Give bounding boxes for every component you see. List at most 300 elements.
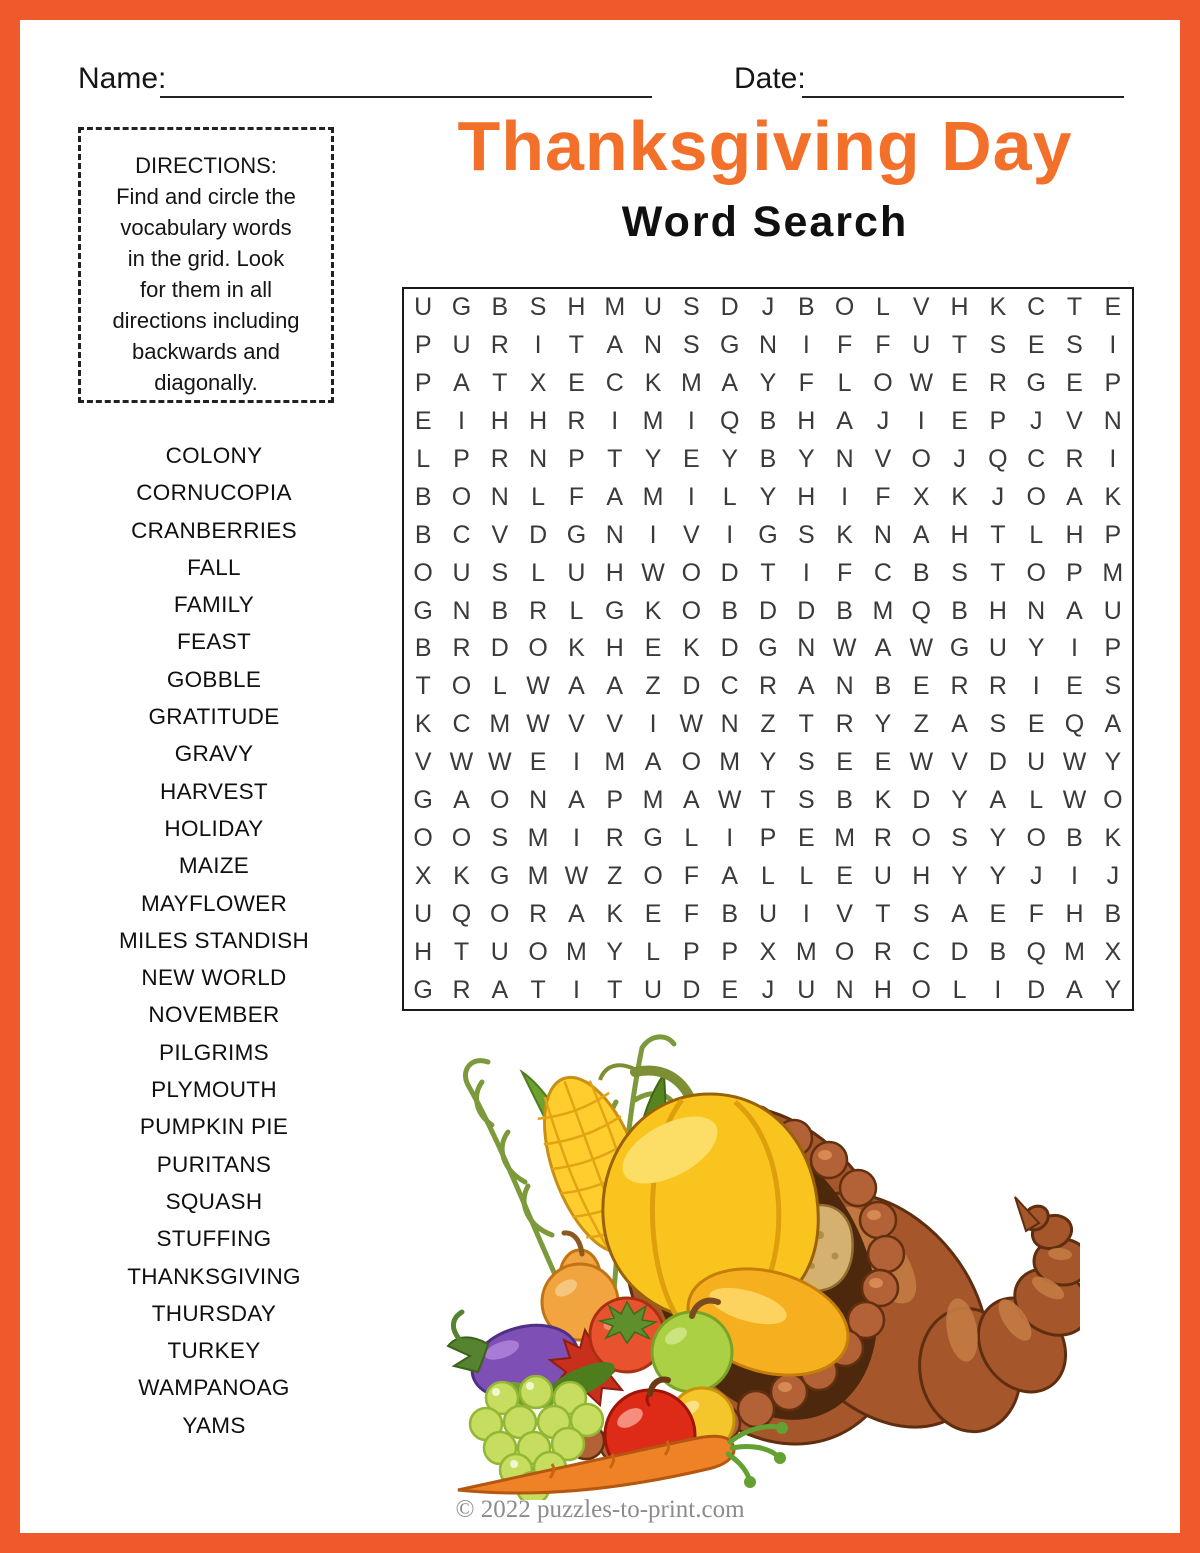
word-list-item: HARVEST (160, 778, 268, 804)
grid-letter: E (1066, 369, 1083, 398)
word-list-item: PUMPKIN PIE (139, 1114, 289, 1140)
word-list-item: GRAVY (174, 741, 254, 767)
grid-letter: W (449, 748, 474, 777)
grid-letter: K (644, 369, 662, 398)
grid-letter: O (528, 937, 548, 966)
grid-letter: B (414, 634, 432, 663)
grid-letter: Y (989, 823, 1007, 852)
grid-letter: H (529, 407, 548, 436)
grid-letter: I (572, 748, 580, 777)
grid-letter: R (490, 445, 509, 474)
grid-letter: N (529, 786, 548, 815)
grid-letter: N (1103, 407, 1122, 436)
grid-letter: I (1071, 861, 1078, 890)
grid-letter: O (834, 937, 855, 966)
grid-letter: D (758, 596, 778, 625)
grid-letter: R (873, 937, 892, 966)
grid-letter: M (1102, 558, 1124, 587)
grid-letter: A (491, 975, 509, 1004)
grid-letter: Y (1027, 634, 1045, 663)
grid-letter: E (797, 823, 815, 852)
word-list-item: SQUASH (165, 1188, 263, 1214)
grid-letter: A (606, 331, 624, 360)
grid-letter: S (1066, 331, 1083, 360)
grid-letter: M (642, 786, 664, 815)
grid-letter: Y (1104, 748, 1122, 777)
directions-line: diagonally. (154, 370, 258, 395)
grid-letter: I (534, 331, 542, 360)
page-title: Thanksgiving Day (457, 107, 1073, 185)
grid-letter: C (452, 520, 471, 549)
grid-letter: B (797, 293, 815, 322)
grid-letter: V (951, 748, 968, 777)
word-list-item: YAMS (182, 1412, 246, 1438)
grid-letter: L (416, 445, 431, 474)
grid-letter: I (687, 482, 695, 511)
grid-letter: Y (759, 482, 777, 511)
grid-letter: L (646, 937, 660, 966)
grid-letter: E (1066, 672, 1083, 701)
grid-letter: S (529, 293, 547, 322)
grid-letter: I (726, 520, 734, 549)
grid-letter: D (682, 975, 701, 1004)
grid-letter: T (453, 937, 470, 966)
grid-letter: C (720, 672, 739, 701)
grid-letter: N (835, 445, 854, 474)
grid-letter: A (606, 672, 624, 701)
grid-letter: P (606, 786, 624, 815)
cornucopia-illustration (430, 1030, 1080, 1500)
grid-letter: U (644, 293, 663, 322)
grid-letter: A (797, 672, 815, 701)
grid-letter: N (490, 482, 509, 511)
grid-letter: U (414, 899, 433, 928)
grid-letter: B (721, 899, 739, 928)
grid-letter: U (452, 331, 471, 360)
grid-letter: P (989, 407, 1007, 436)
grid-letter: A (1066, 596, 1083, 625)
grid-letter: G (413, 596, 433, 625)
grid-letter: Q (1064, 710, 1085, 739)
grid-letter: T (568, 331, 585, 360)
grid-letter: G (451, 293, 472, 322)
grid-letter: P (1066, 558, 1083, 587)
grid-letter: R (835, 710, 854, 739)
grid-letter: Y (989, 861, 1007, 890)
grid-letter: H (950, 520, 969, 549)
grid-letter: P (568, 445, 585, 474)
grid-letter: Z (645, 672, 661, 701)
grid-letter: R (452, 634, 471, 663)
grid-letter: U (758, 899, 778, 928)
directions-line: Find and circle the (116, 184, 296, 209)
grid-letter: V (606, 710, 624, 739)
grid-letter: F (836, 558, 853, 587)
page-subtitle: Word Search (621, 198, 909, 246)
grid-letter: R (605, 823, 624, 852)
grid-letter: J (1106, 861, 1120, 890)
grid-letter: A (951, 899, 968, 928)
grid-letter: D (682, 672, 701, 701)
grid-letter: B (491, 293, 509, 322)
grid-letter: M (642, 482, 664, 511)
grid-letter: O (1026, 482, 1046, 511)
grid-letter: X (529, 369, 547, 398)
grid-letter: T (990, 520, 1006, 549)
grid-letter: J (761, 293, 775, 322)
grid-letter: W (526, 710, 550, 739)
grid-letter: U (452, 558, 471, 587)
word-list-item: WAMPANOAG (138, 1375, 290, 1401)
word-list-item: MILES STANDISH (118, 927, 310, 953)
grid-letter: O (911, 823, 931, 852)
grid-letter: K (414, 710, 432, 739)
grid-letter: E (912, 672, 930, 701)
grid-letter: J (761, 975, 775, 1004)
grid-letter: K (836, 520, 853, 549)
grid-letter: O (413, 558, 433, 587)
grid-letter: V (874, 445, 892, 474)
grid-letter: L (531, 558, 546, 587)
grid-letter: A (874, 634, 892, 663)
grid-letter: B (989, 937, 1007, 966)
grid-letter: F (683, 861, 699, 890)
grid-letter: T (760, 558, 776, 587)
word-list-item: NOVEMBER (148, 1002, 280, 1028)
grid-letter: O (451, 482, 472, 511)
word-list-item: MAYFLOWER (140, 890, 288, 916)
directions-line: vocabulary words (120, 215, 292, 240)
directions-box (78, 127, 334, 403)
grid-letter: M (527, 823, 549, 852)
word-list-item: FALL (187, 554, 241, 580)
grid-letter: X (414, 861, 432, 890)
grid-letter: T (415, 672, 431, 701)
grid-letter: W (832, 634, 857, 663)
grid-letter: U (988, 634, 1007, 663)
grid-letter: Y (797, 445, 815, 474)
grid-letter: A (606, 482, 624, 511)
grid-letter: I (802, 331, 810, 360)
grid-letter: V (912, 293, 930, 322)
grid-letter: A (951, 710, 968, 739)
grid-letter: E (951, 369, 968, 398)
grid-letter: I (457, 407, 465, 436)
grid-letter: F (798, 369, 814, 398)
grid-letter: G (1026, 369, 1046, 398)
grid-letter: I (802, 558, 810, 587)
grid-letter: H (414, 937, 433, 966)
grid-letter: R (529, 596, 548, 625)
word-list-item: GRATITUDE (148, 704, 280, 730)
grid-letter: W (1062, 786, 1087, 815)
grid-letter: B (912, 558, 930, 587)
grid-letter: O (1103, 786, 1123, 815)
grid-letter: G (758, 520, 778, 549)
word-list-item: THANKSGIVING (127, 1263, 301, 1289)
grid-letter: D (720, 558, 739, 587)
grid-letter: M (795, 937, 817, 966)
grid-letter: K (683, 634, 700, 663)
grid-letter: O (873, 369, 893, 398)
grid-letter: X (1104, 937, 1122, 966)
grid-letter: T (492, 369, 508, 398)
grid-letter: N (873, 520, 892, 549)
directions-line: in the grid. Look (127, 246, 285, 271)
grid-letter: D (797, 596, 816, 625)
copyright-footer: © 2022 puzzles-to-print.com (455, 1496, 745, 1523)
grid-letter: K (874, 786, 892, 815)
grid-letter: L (837, 369, 852, 398)
grid-letter: S (491, 823, 509, 852)
word-list-item: HOLIDAY (164, 815, 264, 841)
grid-letter: B (1104, 899, 1122, 928)
grid-letter: K (1104, 823, 1122, 852)
grid-letter: P (414, 331, 432, 360)
grid-letter: P (721, 937, 739, 966)
grid-letter: T (1066, 293, 1083, 322)
grid-letter: D (720, 293, 739, 322)
grid-letter: B (414, 520, 432, 549)
grid-letter: Q (451, 899, 472, 928)
grid-letter: Q (1026, 937, 1046, 966)
word-list-item: TURKEY (167, 1338, 261, 1364)
grid-letter: A (568, 899, 585, 928)
grid-letter: B (836, 596, 853, 625)
grid-letter: A (721, 861, 739, 890)
grid-letter: D (950, 937, 969, 966)
grid-letter: V (491, 520, 509, 549)
grid-letter: O (490, 899, 510, 928)
grid-letter: B (759, 445, 777, 474)
grid-letter: W (641, 558, 665, 587)
grid-letter: F (836, 331, 853, 360)
grid-letter: T (798, 710, 814, 739)
name-line (160, 96, 652, 98)
grid-letter: E (951, 407, 968, 436)
grid-letter: Z (913, 710, 929, 739)
grid-letter: C (1027, 293, 1046, 322)
grid-letter: W (487, 748, 512, 777)
grid-letter: O (911, 445, 931, 474)
grid-letter: E (644, 634, 662, 663)
word-list-item: PURITANS (156, 1151, 272, 1177)
grid-letter: M (1064, 937, 1085, 966)
grid-letter: L (799, 861, 814, 890)
grid-letter: M (834, 823, 856, 852)
grid-letter: W (717, 786, 742, 815)
grid-letter: H (567, 293, 586, 322)
name-label: Name: (78, 62, 167, 95)
grid-letter: B (721, 596, 739, 625)
grid-letter: W (909, 634, 934, 663)
grid-letter: L (952, 975, 967, 1004)
grid-letter: A (453, 786, 470, 815)
grid-letter: A (1066, 975, 1083, 1004)
grid-letter: I (572, 823, 580, 852)
grid-letter: S (951, 823, 968, 852)
grid-letter: R (567, 407, 586, 436)
grid-letter: E (1027, 331, 1045, 360)
grid-letter: G (643, 823, 663, 852)
grid-letter: R (452, 975, 471, 1004)
directions-line: directions including (112, 308, 300, 333)
grid-letter: M (566, 937, 587, 966)
grid-letter: Y (1104, 975, 1122, 1004)
grid-letter: P (683, 937, 700, 966)
grid-letter: K (644, 596, 662, 625)
grid-letter: G (490, 861, 510, 890)
grid-letter: T (760, 786, 776, 815)
grid-letter: P (759, 823, 777, 852)
grid-letter: W (679, 710, 704, 739)
grid-letter: E (836, 748, 853, 777)
grid-letter: O (1026, 823, 1046, 852)
grid-letter: W (909, 748, 934, 777)
grid-letter: L (1029, 520, 1044, 549)
grid-letter: I (1109, 445, 1117, 474)
grid-letter: N (797, 634, 816, 663)
grid-letter: M (604, 293, 626, 322)
grid-letter: O (911, 975, 931, 1004)
word-list-item: CORNUCOPIA (136, 480, 292, 506)
grid-letter: E (568, 369, 585, 398)
grid-letter: I (649, 520, 657, 549)
grid-letter: F (1028, 899, 1044, 928)
grid-letter: B (1066, 823, 1083, 852)
grid-letter: M (872, 596, 894, 625)
grid-letter: O (643, 861, 663, 890)
grid-letter: B (874, 672, 892, 701)
grid-letter: C (912, 937, 931, 966)
grid-letter: K (951, 482, 968, 511)
grid-letter: E (721, 975, 739, 1004)
grid-letter: B (836, 786, 853, 815)
grid-letter: U (644, 975, 663, 1004)
grid-letter: B (951, 596, 968, 625)
grid-letter: B (759, 407, 777, 436)
grid-letter: F (875, 331, 891, 360)
grid-letter: N (1027, 596, 1046, 625)
grid-letter: E (529, 748, 547, 777)
word-list-item: PLYMOUTH (151, 1077, 277, 1103)
grid-letter: J (991, 482, 1005, 511)
grid-letter: M (489, 710, 511, 739)
grid-letter: S (797, 786, 815, 815)
word-list (80, 437, 348, 1444)
grid-letter: I (649, 710, 657, 739)
grid-letter: W (526, 672, 550, 701)
grid-letter: L (531, 482, 546, 511)
word-list-item: GOBBLE (166, 666, 262, 692)
grid-letter: R (490, 331, 509, 360)
grid-letter: Y (759, 748, 777, 777)
grid-letter: Q (988, 445, 1008, 474)
grid-letter: K (453, 861, 470, 890)
grid-letter: D (912, 786, 931, 815)
grid-letter: B (414, 482, 432, 511)
grid-letter: I (994, 975, 1002, 1004)
grid-letter: S (912, 899, 930, 928)
grid-letter: N (644, 331, 663, 360)
grid-letter: A (989, 786, 1007, 815)
grid-letter: N (452, 596, 471, 625)
grid-letter: J (1029, 407, 1043, 436)
grid-letter: X (759, 937, 777, 966)
grid-letter: N (720, 710, 739, 739)
grid-letter: N (529, 445, 548, 474)
grid-letter: A (453, 369, 470, 398)
grid-letter: G (758, 634, 778, 663)
grid-letter: T (607, 975, 623, 1004)
grid-letter: Z (760, 710, 776, 739)
grid-letter: V (836, 899, 853, 928)
word-list-item: COLONY (165, 443, 263, 468)
grid-letter: D (1027, 975, 1046, 1004)
grid-letter: I (611, 407, 619, 436)
grid-letter: C (873, 558, 892, 587)
grid-letter: I (841, 482, 849, 511)
grid-letter: O (413, 823, 433, 852)
grid-letter: G (413, 786, 433, 815)
grid-letter: G (949, 634, 970, 663)
grid-letter: T (951, 331, 968, 360)
grid-letter: N (758, 331, 778, 360)
grid-letter: E (683, 445, 700, 474)
grid-letter: J (1029, 861, 1043, 890)
grid-letter: K (989, 293, 1007, 322)
word-list-item: FEAST (176, 629, 251, 655)
grid-letter: A (568, 672, 585, 701)
word-list-item: CRANBERRIES (131, 517, 297, 543)
grid-letter: A (644, 748, 662, 777)
grid-letter: I (726, 823, 734, 852)
grid-letter: T (530, 975, 546, 1004)
grid-letter: U (490, 937, 509, 966)
date-line (802, 96, 1124, 98)
grid-letter: H (950, 293, 969, 322)
grid-letter: A (683, 786, 700, 815)
grid-letter: O (1026, 558, 1046, 587)
grid-letter: A (721, 369, 739, 398)
grid-letter: S (951, 558, 968, 587)
grid-letter: V (414, 748, 432, 777)
grid-letter: U (1103, 596, 1122, 625)
word-list-item: STUFFING (156, 1226, 272, 1252)
grid-letter: S (797, 520, 815, 549)
grid-letter: Q (911, 596, 931, 625)
grid-letter: D (490, 634, 509, 663)
grid-letter: A (836, 407, 853, 436)
directions-line: backwards and (132, 339, 280, 364)
grid-letter: H (1065, 520, 1084, 549)
grid-letter: R (988, 672, 1007, 701)
grid-letter: Y (644, 445, 662, 474)
grid-letter: H (912, 861, 931, 890)
grid-letter: H (490, 407, 509, 436)
word-list-item: NEW WORLD (141, 965, 287, 991)
grid-letter: V (683, 520, 700, 549)
grid-letter: A (568, 786, 585, 815)
grid-letter: W (909, 369, 934, 398)
grid-letter: G (605, 596, 625, 625)
grid-letter: L (1029, 786, 1044, 815)
grid-letter: L (761, 861, 775, 890)
grid-letter: O (681, 596, 702, 625)
grid-letter: S (797, 748, 815, 777)
grid-letter: L (684, 823, 699, 852)
grid-letter: T (875, 899, 891, 928)
